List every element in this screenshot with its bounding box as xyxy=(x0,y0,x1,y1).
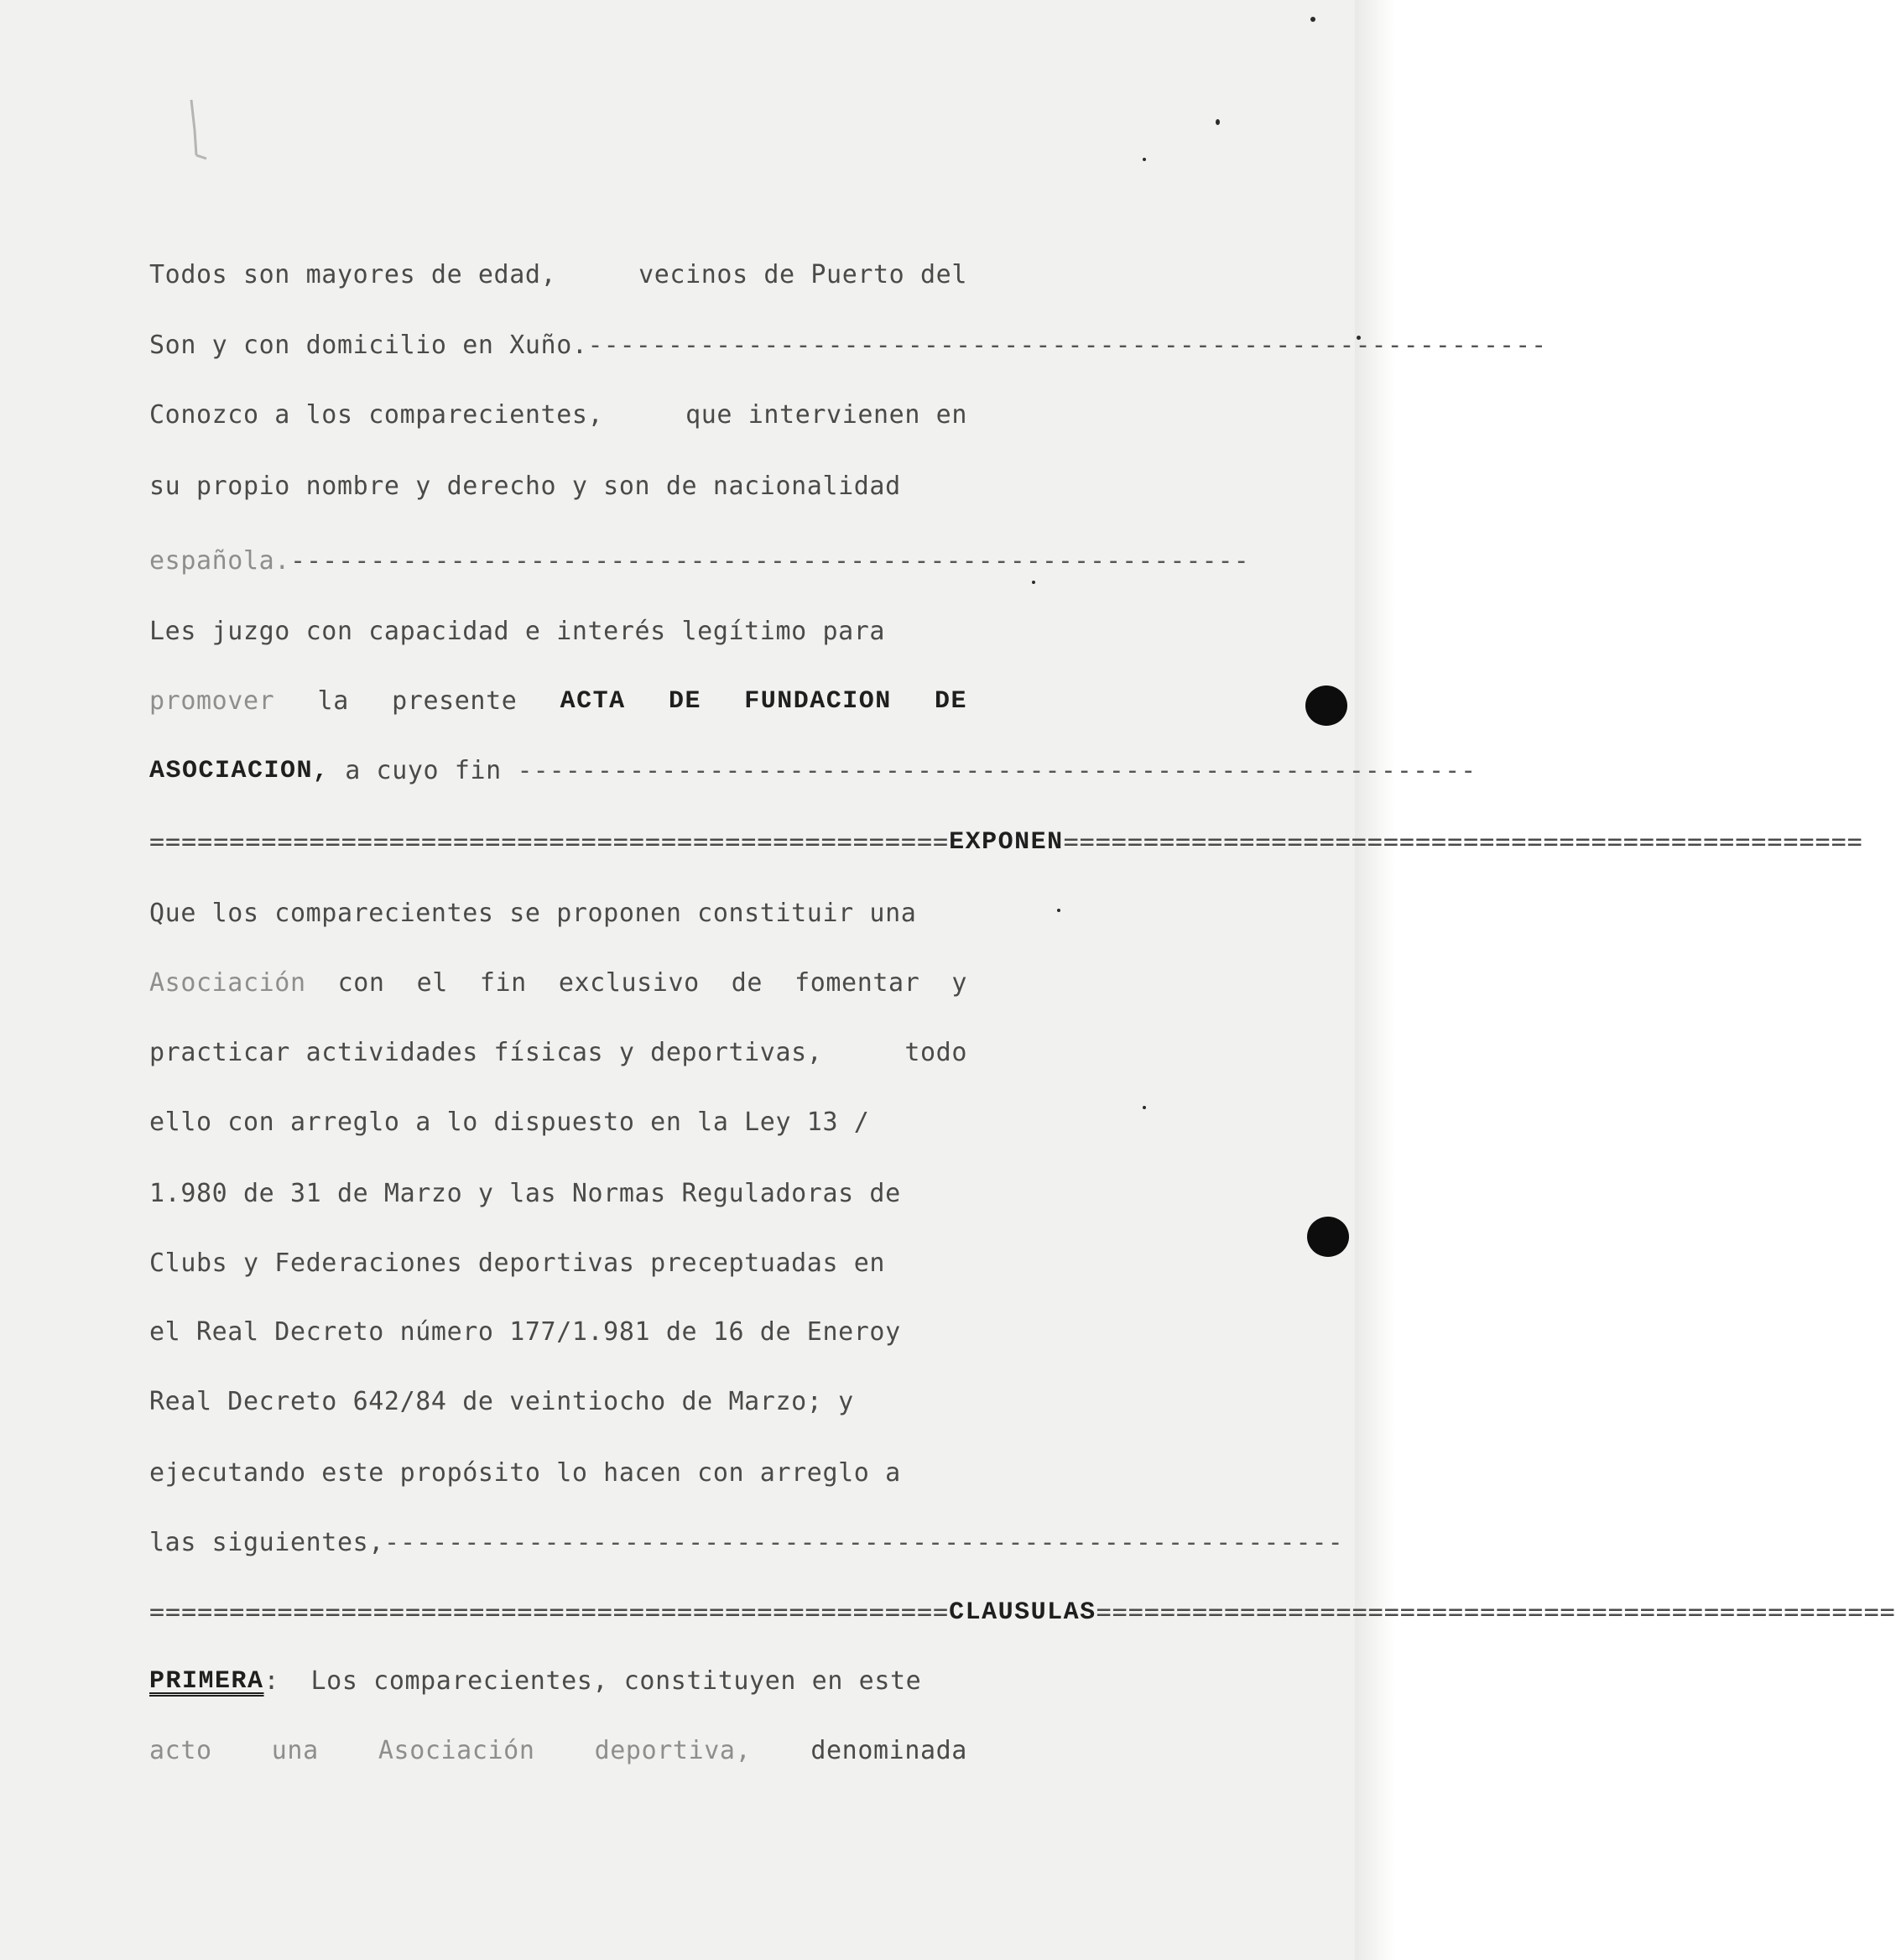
text: Que los comparecientes se proponen constituir una xyxy=(149,899,917,928)
text-line xyxy=(149,254,967,296)
text: ello con arreglo a lo dispuesto en la Ley 13 / xyxy=(149,1108,870,1137)
section-heading-exponen xyxy=(149,821,1863,863)
text: con xyxy=(337,968,385,998)
text: : Los comparecientes, constituyen en este xyxy=(263,1666,922,1696)
text: el xyxy=(416,968,448,998)
document-title: DE xyxy=(934,687,967,716)
text: vecinos de Puerto del xyxy=(638,260,967,289)
dash-fill: ------------------------------------------------------------ xyxy=(289,546,1250,576)
text: acto xyxy=(149,1736,212,1765)
punch-hole-top xyxy=(1305,685,1347,726)
document-title: ACTA xyxy=(560,687,626,716)
text: Son y con domicilio en Xuño. xyxy=(149,331,588,360)
speck xyxy=(1143,1106,1146,1109)
speck xyxy=(1216,119,1220,125)
text: 1.980 de 31 de Marzo y las Normas Reguladoras de xyxy=(149,1179,901,1208)
text: presente xyxy=(392,686,518,716)
dash-fill: ------------------------------------------------------------ xyxy=(587,331,1548,360)
text: ejecutando este propósito lo hacen con arreglo a xyxy=(149,1458,901,1488)
text: fin xyxy=(479,968,527,998)
text-line xyxy=(149,1522,1344,1564)
text-line xyxy=(149,893,967,935)
text-line xyxy=(149,1660,967,1702)
text: promover xyxy=(149,686,275,716)
text-line xyxy=(149,394,967,436)
text-line xyxy=(149,962,967,1004)
text-line xyxy=(149,466,967,508)
text: Clubs y Federaciones deportivas preceptuadas en xyxy=(149,1248,886,1278)
heading-text: EXPONEN xyxy=(949,828,1064,857)
text: Real Decreto 642/84 de veintiocho de Marzo; y xyxy=(149,1387,854,1416)
text-line xyxy=(149,1452,967,1494)
text: Asociación xyxy=(149,968,306,998)
pencil-mark xyxy=(186,96,211,164)
text: fomentar xyxy=(794,968,920,998)
text: a cuyo fin xyxy=(345,756,502,785)
text: Conozco a los comparecientes, xyxy=(149,400,604,430)
text: Les juzgo con capacidad e interés legítimo para xyxy=(149,617,886,646)
text: que intervienen en xyxy=(685,400,967,430)
document-title: DE xyxy=(668,687,701,716)
equals-fill: ================================================== xyxy=(1063,827,1863,857)
equals-fill: ================================================== xyxy=(1096,1598,1896,1627)
document-title: FUNDACION xyxy=(744,687,892,716)
text: de xyxy=(731,968,763,998)
text: practicar actividades físicas y deportivas, xyxy=(149,1038,823,1067)
text-line xyxy=(149,1032,967,1074)
text-line xyxy=(149,1102,967,1144)
text-line xyxy=(149,611,967,653)
text: todo xyxy=(904,1038,967,1067)
text-line xyxy=(149,1381,967,1423)
text: Todos son mayores de edad, xyxy=(149,260,557,289)
text-line xyxy=(149,325,1548,367)
heading-text: CLAUSULAS xyxy=(949,1598,1096,1627)
text: deportiva, xyxy=(594,1736,752,1765)
dash-fill: ------------------------------------------------------------ xyxy=(383,1528,1344,1557)
text-line xyxy=(149,750,1477,792)
equals-fill: ================================================== xyxy=(149,827,950,857)
text: una xyxy=(271,1736,319,1765)
text-line xyxy=(149,1730,967,1772)
text-line xyxy=(149,680,967,722)
page-edge xyxy=(1355,0,1395,1960)
document-title: ASOCIACION, xyxy=(149,757,330,785)
punch-hole-bottom xyxy=(1307,1217,1349,1257)
text: Asociación xyxy=(378,1736,535,1765)
text: y xyxy=(951,968,967,998)
text: su propio nombre y derecho y son de nacionalidad xyxy=(149,472,901,501)
text: exclusivo xyxy=(558,968,700,998)
equals-fill: ================================================== xyxy=(149,1598,950,1627)
text-line xyxy=(149,1243,967,1285)
text: española. xyxy=(149,546,290,576)
speck xyxy=(1310,17,1315,22)
speck xyxy=(1057,909,1060,912)
clause-label: PRIMERA xyxy=(149,1667,264,1696)
text-line xyxy=(149,1173,967,1215)
text-line xyxy=(149,540,1250,582)
text: la xyxy=(317,686,349,716)
text-line xyxy=(149,1311,967,1353)
text: denominada xyxy=(810,1736,967,1765)
text: el Real Decreto número 177/1.981 de 16 de Eneroy xyxy=(149,1317,901,1347)
dash-fill: ------------------------------------------------------------ xyxy=(517,756,1477,785)
text: las siguientes, xyxy=(149,1528,384,1557)
speck xyxy=(1143,158,1146,161)
section-heading-clausulas xyxy=(149,1592,1896,1634)
